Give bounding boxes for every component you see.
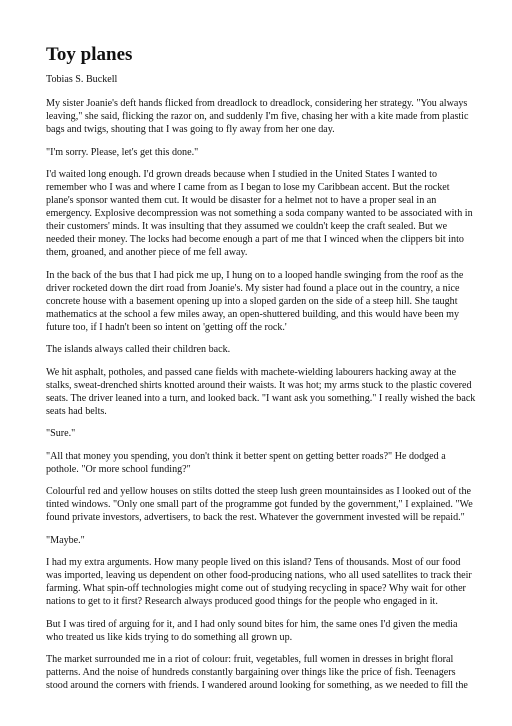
document-body [46, 97, 476, 692]
paragraph: Colourful red and yellow houses on stilts dotted the steep lush green mountainsides as I looked out of the tinted windows. "Only one small part of the programme got funded by the government," I explained. "We found private investors, advertisers, to back the rest. Whatever the government invested will be repaid." [46, 486, 473, 523]
document-title: Toy planes [46, 44, 133, 65]
paragraph: I had my extra arguments. How many people lived on this island? Tens of thousands. Most of our food was imported, leaving us dependent on other food-producing nations, who all used satellites to track their farming. What spin-off technologies might come out of studying recycling in space? Why wait for other nations to get to it first? Research always produced good things for the people who engaged in it. [46, 557, 472, 607]
paragraph: But I was tired of arguing for it, and I had only sound bites for him, the same ones I'd given the media who treated us like kids trying to do something all grown up. [46, 618, 458, 643]
paragraph: The islands always called their children back. [46, 344, 231, 355]
paragraph: My sister Joanie's deft hands flicked from dreadlock to dreadlock, considering her strategy. "You always leaving," she said, flicking the razor on, and suddenly I'm five, chasing her with a kite made from plastic bags and twigs, shouting that I was going to fly away from her one day. [46, 98, 469, 135]
paragraph: In the back of the bus that I had pick me up, I hung on to a looped handle swinging from the roof as the driver rocketed down the dirt road from Joanie's. My sister had found a place out in the country, a nice concrete house with a basement opening up into a sloped garden on the side of a steep hill. She taught mathematics at the school a few miles away, an open-shuttered building, and this would have been my future too, if I hadn't been so intent on 'getting off the rock.' [46, 269, 464, 333]
paragraph: I'd waited long enough. I'd grown dreads because when I studied in the United States I wanted to remember who I was and where I came from as I began to lose my Caribbean accent. But the rocket plane's sponsor wanted them cut. It would be disaster for a helmet not to have a proper seal in an emergency. Explosive decompression was not something a soda company wanted to be associated with in their customers' minds. It was insulting that they assumed we couldn't keep the craft sealed. But we needed their money. The locks had become enough a part of me that I winced when the clippers bit into them, groaned, and another piece of me fell away. [46, 169, 473, 258]
author-name: Tobias S. Buckell [46, 74, 118, 85]
paragraph: "Sure." [46, 428, 76, 439]
paragraph: "I'm sorry. Please, let's get this done." [46, 146, 199, 158]
paragraph: The market surrounded me in a riot of colour: fruit, vegetables, full women in dresses in bright floral patterns. And the noise of hundreds constantly bargaining over things like the price of fish. Teenagers stood around the corners with friends. I wandered around looking for something, as we needed to fill the [46, 654, 468, 691]
paragraph: "Maybe." [46, 534, 85, 546]
paragraph: We hit asphalt, potholes, and passed cane fields with machete-wielding labourers hacking away at the stalks, sweat-drenched shirts knotted around their waists. It was hot; my arms stuck to the plastic covered seats. The driver leaned into a turn, and looked back. "I want ask you something." I really wished the back seats had belts. [46, 366, 476, 417]
paragraph: "All that money you spending, you don't think it better spent on getting better roads?" He dodged a pothole. "Or more school funding?" [46, 450, 446, 475]
